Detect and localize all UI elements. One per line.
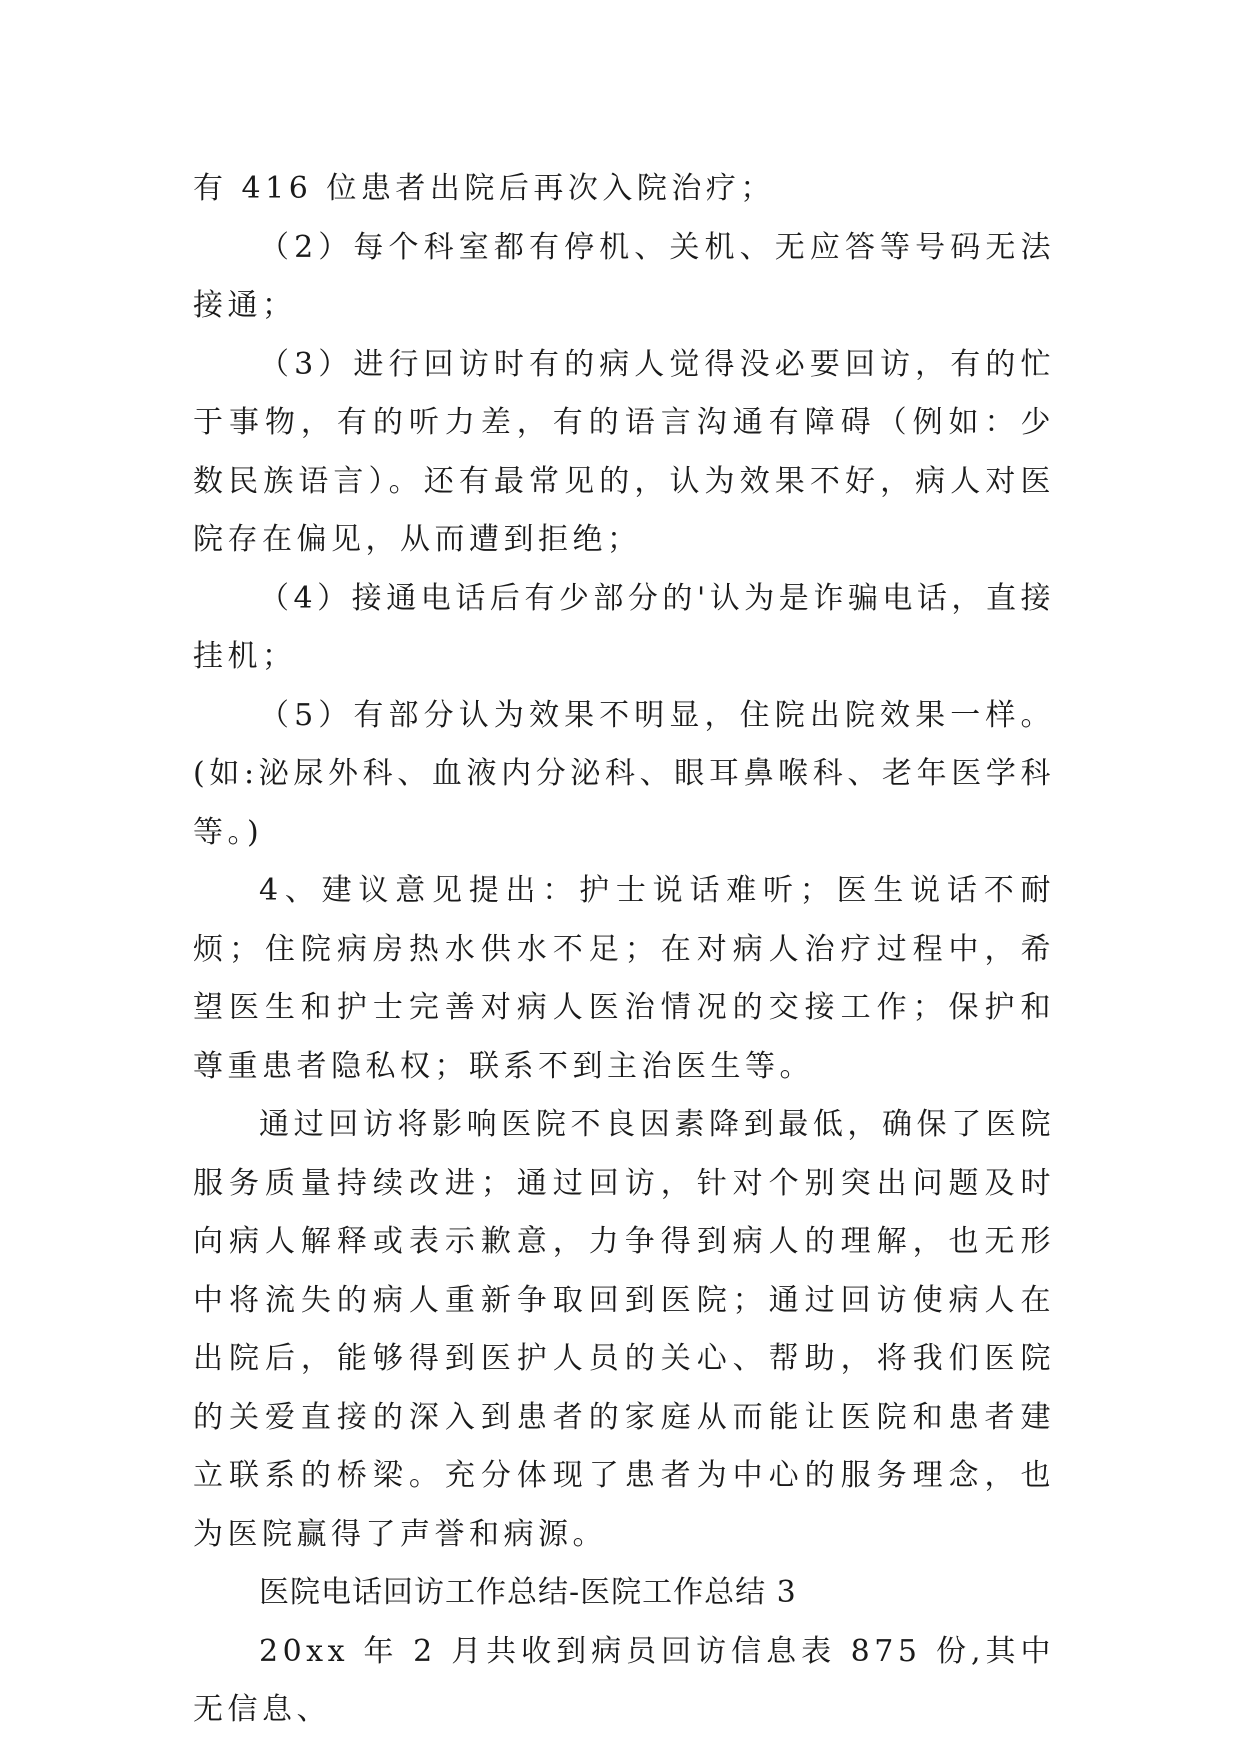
paragraph-readmission: 有 416 位患者出院后再次入院治疗；: [193, 171, 775, 206]
section-heading: 医院电话回访工作总结-医院工作总结 3: [259, 1575, 797, 1610]
paragraph-suggestions: 4、建议意见提出：护士说话难听；医生说话不耐烦；住院病房热水供水不足；在对病人治疗过程中，希望医生和护士完善对病人医治情况的交接工作；保护和尊重患者隐私权；联系不到主治医生等。: [193, 873, 1055, 1084]
paragraph-february-summary: 20xx 年 2 月共收到病员回访信息表 875 份,其中无信息、: [193, 1633, 1055, 1727]
paragraph-item-2: （2）每个科室都有停机、关机、无应答等号码无法接通；: [193, 229, 1055, 323]
paragraph-conclusion: 通过回访将影响医院不良因素降到最低，确保了医院服务质量持续改进；通过回访，针对个别突出问题及时向病人解释或表示歉意，力争得到病人的理解，也无形中将流失的病人重新争取回到医院；通过回访使病人在出院后，能够得到医护人员的关心、帮助，将我们医院的关爱直接的深入到患者的家庭从而能让医院和患者建立联系的桥梁。充分体现了患者为中心的服务理念，也为医院赢得了声誉和病源。: [193, 1107, 1055, 1552]
paragraph-item-3: （3）进行回访时有的病人觉得没必要回访，有的忙于事物，有的听力差，有的语言沟通有障碍（例如：少数民族语言）。还有最常见的，认为效果不好，病人对医院存在偏见，从而遭到拒绝；: [193, 346, 1055, 557]
paragraph-item-4: （4）接通电话后有少部分的'认为是诈骗电话，直接挂机；: [193, 580, 1055, 674]
document-body: [193, 160, 1055, 1740]
paragraph-item-5: （5）有部分认为效果不明显，住院出院效果一样。(如:泌尿外科、血液内分泌科、眼耳鼻喉科、老年医学科等。): [193, 697, 1055, 850]
